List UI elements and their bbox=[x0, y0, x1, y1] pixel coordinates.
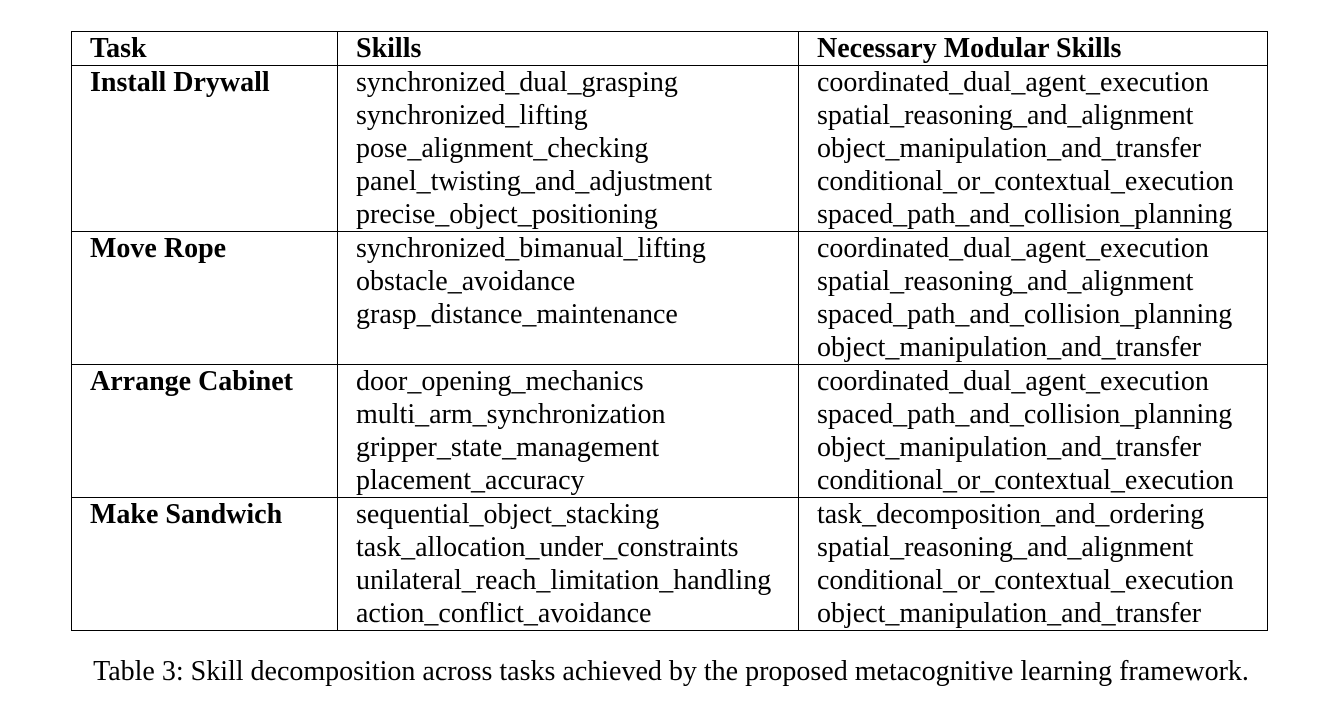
modular-skill-item: task_decomposition_and_ordering bbox=[817, 499, 1205, 530]
skill-item: synchronized_dual_grasping bbox=[356, 67, 678, 98]
skill-item: task_allocation_under_constraints bbox=[356, 532, 739, 563]
skill-decomposition-table-wrapper bbox=[71, 31, 1267, 631]
modular-skill-item: object_manipulation_and_transfer bbox=[817, 598, 1202, 629]
table-row bbox=[72, 498, 1268, 631]
task-cell bbox=[72, 498, 338, 631]
table-caption: Table 3: Skill decomposition across tasks achieved by the proposed metacognitive learning framework. bbox=[93, 656, 1249, 687]
skill-item: precise_object_positioning bbox=[356, 199, 658, 230]
modular-skill-item: coordinated_dual_agent_execution bbox=[817, 67, 1209, 98]
skills-cell bbox=[338, 498, 799, 631]
skill-item: gripper_state_management bbox=[356, 432, 660, 463]
skill-item: panel_twisting_and_adjustment bbox=[356, 166, 713, 197]
skill-item: grasp_distance_maintenance bbox=[356, 299, 678, 330]
header-skills: Skills bbox=[338, 32, 799, 66]
modular-skill-item: spaced_path_and_collision_planning bbox=[817, 199, 1233, 230]
table-row bbox=[72, 66, 1268, 232]
modular-skill-item: coordinated_dual_agent_execution bbox=[817, 233, 1209, 264]
skill-item: synchronized_lifting bbox=[356, 100, 588, 131]
skill-item: action_conflict_avoidance bbox=[356, 598, 652, 629]
modular-skill-item: spatial_reasoning_and_alignment bbox=[817, 266, 1194, 297]
skill-item: placement_accuracy bbox=[356, 465, 585, 496]
skill-item: obstacle_avoidance bbox=[356, 266, 576, 297]
table-body bbox=[72, 66, 1268, 631]
task-cell bbox=[72, 232, 338, 365]
table-header bbox=[72, 32, 1268, 66]
modular-skills-cell bbox=[799, 365, 1268, 498]
task-name: Move Rope bbox=[90, 233, 227, 264]
skill-item: door_opening_mechanics bbox=[356, 366, 644, 397]
skill-item: multi_arm_synchronization bbox=[356, 399, 666, 430]
modular-skills-cell bbox=[799, 498, 1268, 631]
modular-skills-cell bbox=[799, 66, 1268, 232]
modular-skill-item: spaced_path_and_collision_planning bbox=[817, 299, 1233, 330]
skills-cell bbox=[338, 365, 799, 498]
header-modular-skills: Necessary Modular Skills bbox=[799, 32, 1268, 66]
skill-item: sequential_object_stacking bbox=[356, 499, 660, 530]
modular-skill-item: spatial_reasoning_and_alignment bbox=[817, 100, 1194, 131]
table-row bbox=[72, 232, 1268, 365]
modular-skill-item: object_manipulation_and_transfer bbox=[817, 332, 1202, 363]
skill-item: synchronized_bimanual_lifting bbox=[356, 233, 706, 264]
modular-skill-item: spaced_path_and_collision_planning bbox=[817, 399, 1233, 430]
modular-skill-item: spatial_reasoning_and_alignment bbox=[817, 532, 1194, 563]
skill-decomposition-table bbox=[71, 31, 1268, 631]
modular-skills-cell bbox=[799, 232, 1268, 365]
header-task: Task bbox=[72, 32, 338, 66]
table-row bbox=[72, 365, 1268, 498]
modular-skill-item: conditional_or_contextual_execution bbox=[817, 565, 1234, 596]
modular-skill-item: object_manipulation_and_transfer bbox=[817, 133, 1202, 164]
modular-skill-item: conditional_or_contextual_execution bbox=[817, 166, 1234, 197]
task-name: Make Sandwich bbox=[90, 499, 283, 530]
task-name: Install Drywall bbox=[90, 67, 270, 98]
modular-skill-item: coordinated_dual_agent_execution bbox=[817, 366, 1209, 397]
skills-cell bbox=[338, 66, 799, 232]
skill-item: unilateral_reach_limitation_handling bbox=[356, 565, 772, 596]
modular-skill-item: conditional_or_contextual_execution bbox=[817, 465, 1234, 496]
skill-item: pose_alignment_checking bbox=[356, 133, 649, 164]
skills-cell bbox=[338, 232, 799, 365]
task-cell bbox=[72, 365, 338, 498]
header-row bbox=[72, 32, 1268, 66]
modular-skill-item: object_manipulation_and_transfer bbox=[817, 432, 1202, 463]
task-cell bbox=[72, 66, 338, 232]
task-name: Arrange Cabinet bbox=[90, 366, 293, 397]
